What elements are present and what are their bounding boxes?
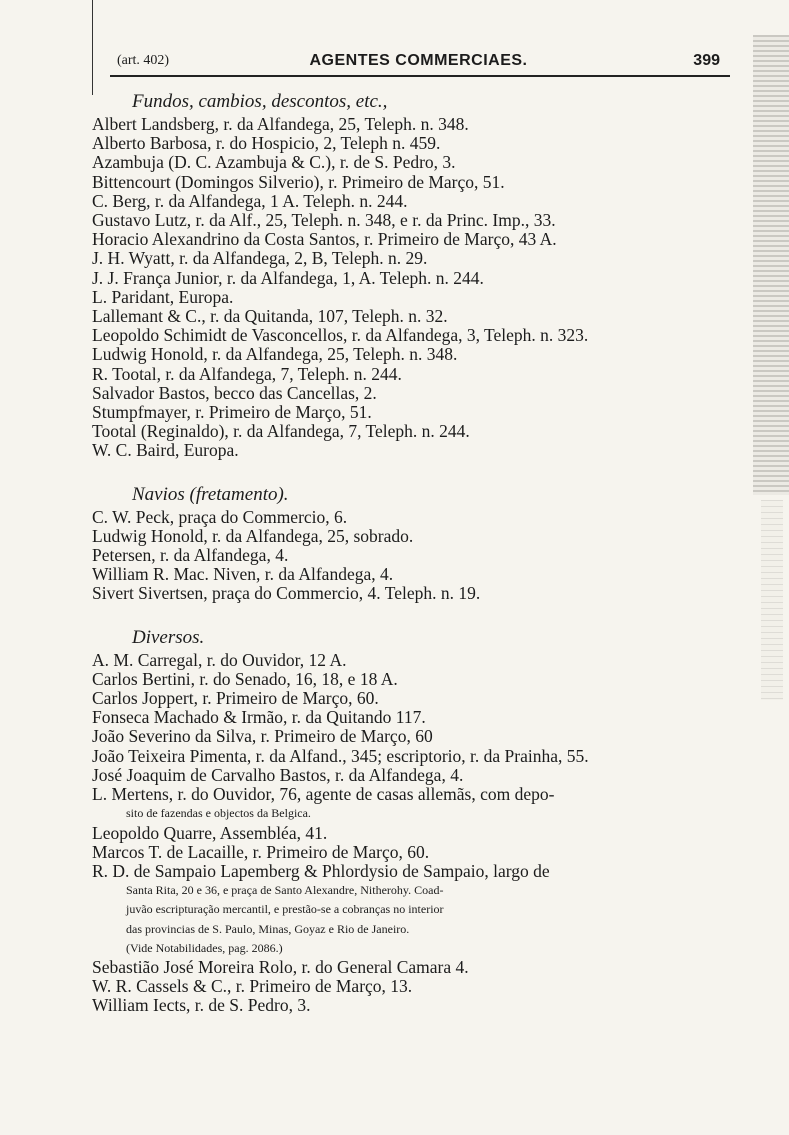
- section-heading: Diversos.: [132, 626, 205, 648]
- directory-entry: [92, 249, 742, 268]
- entry-line: José Joaquim de Carvalho Bastos, r. da Alfandega, 4.: [92, 764, 464, 785]
- directory-entry: [92, 708, 742, 727]
- entry-line: C. W. Peck, praça do Commercio, 6.: [92, 506, 348, 527]
- entry-line: J. J. França Junior, r. da Alfandega, 1, A. Teleph. n. 244.: [92, 267, 484, 288]
- directory-entry: [92, 747, 742, 766]
- directory-entry: [92, 422, 742, 441]
- entry-line: Leopoldo Schimidt de Vasconcellos, r. da Alfandega, 3, Teleph. n. 323.: [92, 325, 589, 346]
- directory-entry: [92, 345, 742, 364]
- entry-line: Gustavo Lutz, r. da Alf., 25, Teleph. n. 348, e r. da Princ. Imp., 33.: [92, 210, 556, 231]
- directory-entry: [92, 727, 742, 746]
- page-title: AGENTES COMMERCIAES.: [309, 52, 528, 69]
- entry-line: Fonseca Machado & Irmão, r. da Quitando 117.: [92, 707, 426, 728]
- entry-line: Horacio Alexandrino da Costa Santos, r. Primeiro de Março, 43 A.: [92, 229, 557, 250]
- entry-line: Alberto Barbosa, r. do Hospicio, 2, Teleph n. 459.: [92, 133, 441, 154]
- entry-line: W. R. Cassels & C., r. Primeiro de Março, 13.: [92, 976, 413, 997]
- entry-line: Azambuja (D. C. Azambuja & C.), r. de S. Pedro, 3.: [92, 152, 456, 173]
- running-header: [117, 52, 720, 74]
- section-spacer: [92, 604, 742, 624]
- entry-line: Albert Landsberg, r. da Alfandega, 25, Teleph. n. 348.: [92, 114, 469, 134]
- entry-line: Petersen, r. da Alfandega, 4.: [92, 545, 289, 566]
- entry-line: C. Berg, r. da Alfandega, 1 A. Teleph. n. 244.: [92, 190, 408, 211]
- entry-line: Sivert Sivertsen, praça do Commercio, 4. Teleph. n. 19.: [92, 583, 481, 604]
- entry-line: Bittencourt (Domingos Silverio), r. Primeiro de Março, 51.: [92, 171, 505, 192]
- directory-entry: [92, 230, 742, 249]
- directory-entry: [92, 527, 742, 546]
- entry-continuation-line: das provincias de S. Paulo, Minas, Goyaz e Rio de Janeiro.: [126, 921, 410, 936]
- directory-entry: [92, 441, 742, 460]
- entry-line: William R. Mac. Niven, r. da Alfandega, 4.: [92, 564, 394, 585]
- entry-line: Stumpfmayer, r. Primeiro de Março, 51.: [92, 402, 372, 423]
- entry-line: Marcos T. de Lacaille, r. Primeiro de Março, 60.: [92, 841, 430, 862]
- entry-line: L. Mertens, r. do Ouvidor, 76, agente de casas allemãs, com depo-: [92, 784, 555, 805]
- page-edge-shadow-lower: [761, 500, 783, 700]
- directory-entry: [92, 115, 742, 134]
- directory-entry: [92, 977, 742, 996]
- entry-line: João Severino da Silva, r. Primeiro de Março, 60: [92, 726, 433, 747]
- directory-entry: [92, 508, 742, 527]
- entry-line: William Iects, r. de S. Pedro, 3.: [92, 995, 311, 1016]
- directory-entry: [92, 546, 742, 565]
- directory-entry: [92, 365, 742, 384]
- entry-line: João Teixeira Pimenta, r. da Alfand., 345; escriptorio, r. da Prainha, 55.: [92, 745, 589, 766]
- header-rule: [110, 75, 730, 77]
- directory-entry: [92, 384, 742, 403]
- entry-continuation-line: sito de fazendas e objectos da Belgica.: [126, 806, 311, 821]
- directory-entry: [92, 173, 742, 192]
- entry-line: A. M. Carregal, r. do Ouvidor, 12 A.: [92, 649, 347, 670]
- directory-entry: [92, 996, 742, 1015]
- directory-entry: [92, 211, 742, 230]
- directory-entry: [92, 134, 742, 153]
- entry-line: Tootal (Reginaldo), r. da Alfandega, 7, Teleph. n. 244.: [92, 421, 470, 442]
- entry-line: J. H. Wyatt, r. da Alfandega, 2, B, Teleph. n. 29.: [92, 248, 428, 269]
- directory-entry: [92, 269, 742, 288]
- directory-entry: [92, 689, 742, 708]
- entry-line: W. C. Baird, Europa.: [92, 440, 239, 461]
- entry-line: Ludwig Honold, r. da Alfandega, 25, sobrado.: [92, 525, 414, 546]
- directory-entry: [92, 584, 742, 603]
- directory-entry: [92, 288, 742, 307]
- directory-entry: [92, 766, 742, 785]
- entry-line: L. Paridant, Europa.: [92, 286, 234, 307]
- page-gutter-line: [92, 0, 93, 95]
- entry-line: Ludwig Honold, r. da Alfandega, 25, Teleph. n. 348.: [92, 344, 458, 365]
- entry-line: Carlos Bertini, r. do Senado, 16, 18, e 18 A.: [92, 668, 398, 689]
- directory-entry: [92, 670, 742, 689]
- directory-entry: [92, 785, 742, 823]
- entry-continuation-line: juvão escripturação mercantil, e prestão-se a cobranças no interior: [126, 902, 444, 917]
- section-spacer: [92, 461, 742, 481]
- entry-line: R. Tootal, r. da Alfandega, 7, Teleph. n. 244.: [92, 363, 402, 384]
- page-number: 399: [693, 52, 720, 69]
- entry-line: Salvador Bastos, becco das Cancellas, 2.: [92, 382, 377, 403]
- entry-line: Lallemant & C., r. da Quitanda, 107, Teleph. n. 32.: [92, 306, 448, 327]
- entry-line: Carlos Joppert, r. Primeiro de Março, 60.: [92, 688, 379, 709]
- entry-continuation-line: (Vide Notabilidades, pag. 2086.): [126, 940, 283, 955]
- directory-entry: [92, 565, 742, 584]
- directory-entry: [92, 843, 742, 862]
- directory-entry: [92, 824, 742, 843]
- directory-entry: [92, 651, 742, 670]
- directory-entry: [92, 153, 742, 172]
- directory-entry: [92, 192, 742, 211]
- entry-line: R. D. de Sampaio Lapemberg & Phlordysio de Sampaio, largo de: [92, 860, 550, 881]
- section-heading: Fundos, cambios, descontos, etc.,: [132, 91, 388, 112]
- directory-entry: [92, 958, 742, 977]
- entry-line: Sebastião José Moreira Rolo, r. do General Camara 4.: [92, 956, 469, 977]
- entry-continuation-line: Santa Rita, 20 e 36, e praça de Santo Alexandre, Nitherohy. Coad-: [126, 883, 444, 898]
- directory-entry: [92, 862, 742, 958]
- section-heading: Navios (fretamento).: [132, 483, 289, 505]
- page-edge-shadow: [753, 35, 789, 495]
- directory-entry: [92, 326, 742, 345]
- directory-listing: [92, 88, 742, 1016]
- directory-entry: [92, 403, 742, 422]
- entry-line: Leopoldo Quarre, Assembléa, 41.: [92, 822, 328, 843]
- directory-entry: [92, 307, 742, 326]
- article-reference: (art. 402): [117, 53, 170, 68]
